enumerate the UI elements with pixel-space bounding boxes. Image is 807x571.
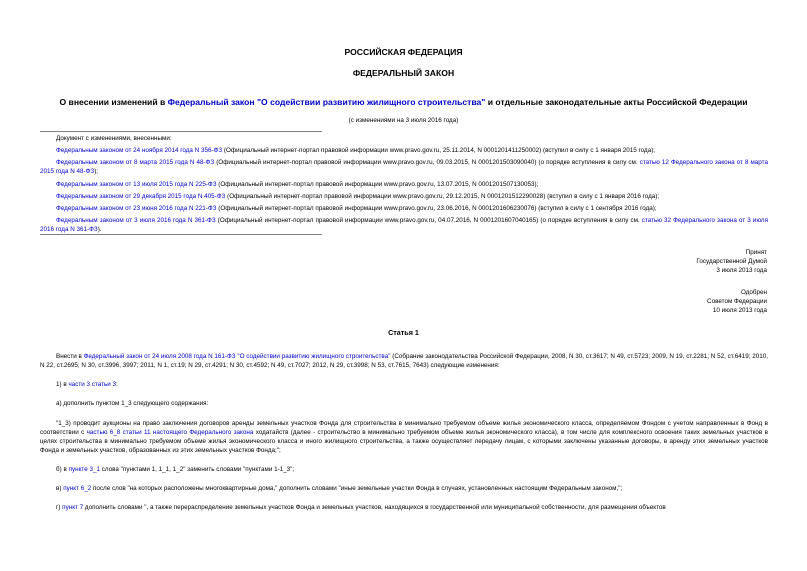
intro-law-link[interactable]: Федеральный закон от 24 июля 2008 года N 161-ФЗ "О содействии развитию жилищного строительства": [83, 353, 391, 360]
item-1-prefix: 1) в: [56, 381, 69, 389]
amendment-item: [40, 158, 768, 176]
amendment-text: (Официальный интернет-портал правовой информации www.pravo.gov.ru, 23.06.2016, N 0001201606230076) (вступил в силу с 1 сентября 2016 года);: [216, 204, 657, 212]
item-v-suffix: после слов "на которых расположены многоквартирные дома," дополнить словами "иные земельные участки Фонда в случаях, установленных настоящим Федеральным законом,";: [91, 485, 623, 493]
article-title: Статья 1: [388, 328, 419, 337]
item-1-link[interactable]: части 3 статьи 3: [68, 381, 117, 389]
intro-suffix: (Собрание законодательства Российской Федерации, 2008, N 30, ст.3617; N 49, ст.5723; 2009, N 19, ст.2281; N 52, ст.6419; 2010, N 22, ст.2695; N 30, ст.3996, 3997; 2011, N 1, ст.19; N 29, ст.4291; N 30, ст.4592; N 49, ст.7027; 2012, N 29, ст.3998; N 53, ст.7615, 7643) следующие изменения:: [40, 353, 768, 370]
adopted-block: [696, 248, 767, 275]
item-a: а) дополнить пунктом 1_3 следующего содержания:: [56, 400, 209, 408]
law-type-heading: ФЕДЕРАЛЬНЫЙ ЗАКОН: [352, 68, 455, 78]
bottom-divider: [40, 234, 322, 235]
amendment-item: [40, 192, 768, 201]
revision-note: (с изменениями на 3 июля 2016 года): [348, 117, 459, 124]
item-b: [40, 465, 768, 474]
adopted-body: Государственной Думой: [696, 258, 767, 266]
title-prefix: О внесении изменений в: [59, 97, 168, 107]
approved-block: [707, 288, 767, 315]
intro-prefix: Внести в: [56, 353, 84, 360]
item-v: [40, 484, 768, 493]
item-b-suffix: слова "пунктами 1, 1_1, 1_2" заменить словами "пунктами 1-1_3";: [100, 466, 295, 473]
item-g-prefix: г): [56, 504, 63, 512]
item-1-suffix: :: [116, 381, 118, 389]
article-intro: [40, 352, 768, 370]
amendment-item: [40, 204, 768, 213]
item-v-prefix: в): [56, 485, 64, 493]
amendment-text: (Официальный интернет-портал правовой информации www.pravo.gov.ru, 09.03.2015, N 0001201503090040) (о порядке вступления в силу см.: [214, 159, 640, 167]
amendment-text-end: );: [94, 168, 99, 176]
adopted-date: 3 июля 2013 года: [716, 267, 767, 275]
quote-prefix: "1_3) проводит аукционы на право заключения договоров аренды земельных участков Фонда для строительства в минимально требуемом объеме жилья экономического класса, определяемом Фондом с учетом направленных в Фонд в соответствии с: [40, 419, 768, 436]
country-heading: РОССИЙСКАЯ ФЕДЕРАЦИЯ: [344, 47, 463, 57]
top-divider: [40, 131, 322, 132]
amendment-link[interactable]: Федеральным законом от 8 марта 2015 года N 48-ФЗ: [56, 159, 215, 167]
item-v-link[interactable]: пункт 6_2: [63, 485, 92, 493]
title-suffix: и отдельные законодательные акты Российской Федерации: [485, 97, 748, 107]
quoted-text: [40, 419, 768, 456]
amendment-link[interactable]: Федеральным законом от 24 ноября 2014 года N 356-ФЗ: [56, 147, 223, 155]
item-1: [40, 380, 768, 389]
item-g-link[interactable]: пункт 7: [62, 504, 84, 512]
approved-label: Одобрен: [740, 289, 767, 296]
amendment-link[interactable]: Федеральным законом от 29 декабря 2015 года N 405-ФЗ: [56, 192, 226, 200]
item-b-prefix: б) в: [56, 466, 69, 473]
amendment-text-end: ).: [97, 226, 102, 233]
adopted-label: Принят: [745, 249, 767, 256]
article-body: [40, 352, 768, 522]
amendment-link[interactable]: Федеральным законом от 13 июля 2015 года N 225-ФЗ: [56, 180, 217, 188]
amendments-heading: Документ с изменениями, внесенными:: [56, 135, 172, 142]
amendment-text: (Официальный интернет-портал правовой информации www.pravo.gov.ru, 25.11.2014, N 0001201411250002) (вступил в силу с 1 января 2015 года);: [222, 147, 656, 155]
amendment-item: [40, 180, 768, 189]
amendment-link[interactable]: Федеральным законом от 23 июня 2016 года N 221-ФЗ: [56, 204, 217, 212]
quote-suffix: ходатайств (далее - строительство в минимально требуемом объеме жилья экономического класса), в том числе для комплексного освоения таких земельных участков в целях строительства в минимально требуемом объеме жилья экономического класса и иного жилищного строительства, а также осуществляет передачу лицам, с которыми заключены указанные договоры, в аренду этих земельных участков Фонда и земельных участков, образованных из этих земельных участков Фонда;";: [40, 428, 768, 454]
amendment-link[interactable]: Федеральным законом от 3 июля 2016 года N 361-ФЗ: [56, 216, 216, 224]
amendment-item: [40, 146, 768, 155]
amendments-list: [40, 134, 768, 237]
item-g: [40, 503, 768, 512]
approved-date: 10 июля 2013 года: [712, 307, 767, 315]
amendment-article-link[interactable]: статью 12 Федерального закона от 8 марта 2015 года N 48-ФЗ: [40, 159, 768, 176]
item-b-link[interactable]: пункте 3_1: [68, 466, 100, 473]
approved-body: Советом Федерации: [707, 298, 767, 306]
title-law-link[interactable]: Федеральный закон "О содействии развитию жилищного строительства": [167, 97, 486, 107]
amendment-text: (Официальный интернет-портал правовой информации www.pravo.gov.ru, 29.12.2015, N 0001201512290028) (вступил в силу с 1 января 2016 года);: [225, 192, 660, 200]
document-title: [0, 96, 807, 108]
amendment-text: (Официальный интернет-портал правовой информации www.pravo.gov.ru, 13.07.2015, N 0001201507130053);: [216, 180, 539, 188]
amendment-text: (Официальный интернет-портал правовой информации www.pravo.gov.ru, 04.07.2016, N 0001201607040165) (о порядке вступления в силу см.: [215, 216, 642, 224]
item-g-suffix: дополнить словами ", а также перераспределение земельных участков Фонда и земельных участков, находящихся в государственной или муниципальной собственности, для размещения объектов: [83, 504, 666, 512]
amendment-article-link[interactable]: статью 32 Федерального закона от 3 июля 2016 года N 361-ФЗ: [40, 216, 768, 233]
quote-link[interactable]: частью 6_8 статьи 11 настоящего Федерального закона: [86, 428, 254, 436]
amendment-item: [40, 216, 768, 234]
